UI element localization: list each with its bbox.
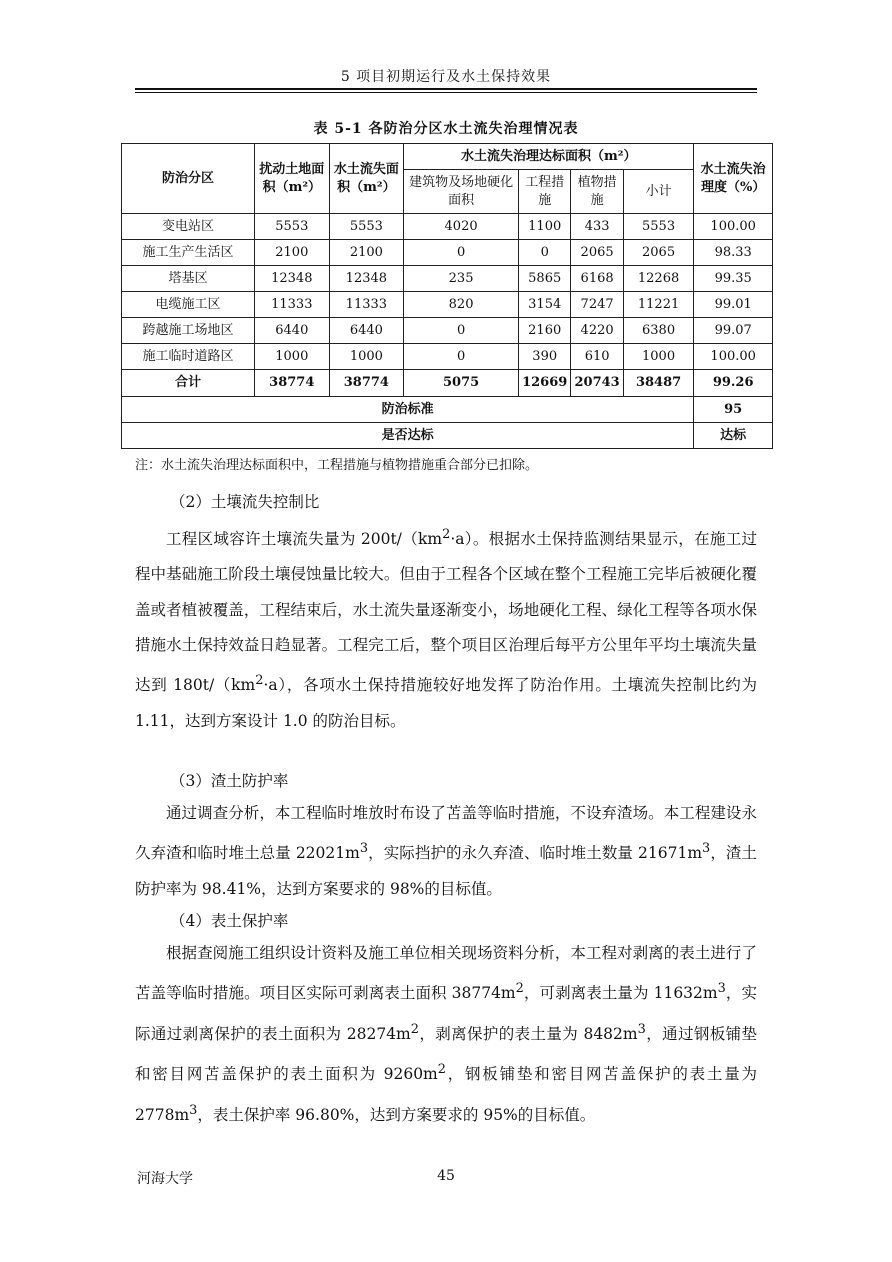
table-total-row (122, 370, 773, 397)
table-row (122, 214, 773, 240)
paragraph (135, 796, 757, 907)
superscript: 3 (637, 1021, 646, 1037)
cell: 6168 (571, 266, 623, 292)
cell: 38774 (329, 370, 404, 397)
cell: 99.07 (694, 318, 773, 344)
section-2-title: （2）土壤流失控制比 (170, 493, 320, 511)
text-run: 工程区域容许土壤流失量为 200t/（km (166, 530, 443, 549)
section-3-title: （3）渣土防护率 (170, 772, 289, 790)
cell: 610 (571, 344, 623, 370)
standard-value: 95 (694, 397, 773, 423)
text-run: ·a）。根据水土保持监测结果显示，在施工过程中基础施工阶段土壤侵蚀量比较大。但由于工程各个区域在整个工程施工完毕后被硬化覆盖或者植被覆盖，工程结束后，水土流失量逐渐变小，场地硬化工程、绿化工程等各项水保措施水土保持效益日趋显著。工程完工后，整个项目区治理后每平方公里年平均土壤流失量达到 180t/（km (135, 530, 758, 695)
text-run: ，剥离保护的表土量为 8482m (418, 1024, 638, 1043)
cell: 5553 (329, 214, 404, 240)
header-buildings: 建筑物及场地硬化面积 (404, 170, 519, 214)
cell: 施工生产生活区 (122, 240, 255, 266)
header-rule (135, 88, 757, 90)
text-run: ，可剥离表土量为 11632m (523, 984, 718, 1003)
header-rule-thin (135, 92, 757, 93)
superscript: 2 (442, 527, 451, 542)
superscript: 2 (410, 1021, 419, 1037)
text-run: ，实际挡护的永久弃渣、临时堆土数量 21671m (368, 844, 703, 863)
cell: 2160 (519, 318, 571, 344)
header-treatment-rate: 水土流失治理度（%） (694, 144, 773, 214)
cell: 2065 (571, 240, 623, 266)
superscript: 3 (359, 841, 369, 857)
text-run: ，渣土防护率为 98.41%，达到方案要求的 98%的目标值。 (135, 844, 757, 898)
cell: 4220 (571, 318, 623, 344)
header-treated-group: 水土流失治理达标面积（m²） (404, 144, 694, 170)
cell: 塔基区 (122, 266, 255, 292)
header-vegetation: 植物措施 (571, 170, 623, 214)
cell: 3154 (519, 292, 571, 318)
cell: 100.00 (694, 214, 773, 240)
cell: 6440 (329, 318, 404, 344)
cell: 11333 (255, 292, 330, 318)
table-note: 注：水土流失治理达标面积中，工程措施与植物措施重合部分已扣除。 (135, 458, 539, 473)
cell: 1000 (623, 344, 694, 370)
compliance-label: 是否达标 (122, 423, 694, 449)
cell: 合计 (122, 370, 255, 397)
section-4-title: （4）表土保护率 (170, 912, 289, 930)
table-row (122, 292, 773, 318)
cell: 390 (519, 344, 571, 370)
cell: 5075 (404, 370, 519, 397)
cell: 5865 (519, 266, 571, 292)
header-engineering: 工程措施 (519, 170, 571, 214)
cell: 5553 (623, 214, 694, 240)
paragraph (135, 517, 757, 739)
cell: 11221 (623, 292, 694, 318)
section-2-body (135, 517, 757, 739)
table-row (122, 318, 773, 344)
header-disturbed-area: 扰动土地面积（m²） (255, 144, 330, 214)
cell: 4020 (404, 214, 519, 240)
cell: 38487 (623, 370, 694, 397)
cell: 12348 (255, 266, 330, 292)
superscript: 2 (437, 1062, 446, 1078)
superscript: 3 (717, 981, 726, 997)
superscript: 3 (702, 841, 711, 857)
cell: 100.00 (694, 344, 773, 370)
table-compliance-row (122, 423, 773, 449)
cell: 98.33 (694, 240, 773, 266)
compliance-value: 达标 (694, 423, 773, 449)
table-row (122, 266, 773, 292)
cell: 2065 (623, 240, 694, 266)
superscript: 3 (189, 1102, 198, 1118)
cell: 12348 (329, 266, 404, 292)
superscript: 2 (515, 981, 524, 997)
section-4-body (135, 936, 757, 1133)
cell: 5553 (255, 214, 330, 240)
paragraph (135, 936, 757, 1133)
text-run: 根据查阅施工组织设计资料及施工单位相关现场资料分析，本工程对剥离的表土进行了苫盖等临时措施。项目区实际可剥离表土面积 38774m (135, 944, 757, 1003)
cell: 施工临时道路区 (122, 344, 255, 370)
cell: 12669 (519, 370, 571, 397)
cell: 433 (571, 214, 623, 240)
header-erosion-area: 水土流失面积（m²） (329, 144, 404, 214)
header-zone: 防治分区 (122, 144, 255, 214)
cell: 1000 (255, 344, 330, 370)
footer-institution: 河海大学 (137, 1171, 193, 1187)
text-run: ·a），各项水土保持措施较好地发挥了防治作用。土壤流失控制比约为 1.11，达到方案设计 1.0 的防治目标。 (135, 676, 758, 730)
table-standard-row (122, 397, 773, 423)
running-header: 5 项目初期运行及水土保持效果 (340, 69, 552, 85)
standard-label: 防治标准 (122, 397, 694, 423)
cell: 变电站区 (122, 214, 255, 240)
table-title: 表 5-1 各防治分区水土流失治理情况表 (313, 121, 579, 137)
cell: 99.01 (694, 292, 773, 318)
text-run: ，钢板铺垫和密目网苫盖保护的表土量为 2778m (135, 1065, 757, 1124)
cell: 38774 (255, 370, 330, 397)
text-run: ，实际通过剥离保护的表土面积为 28274m (135, 984, 757, 1043)
cell: 6440 (255, 318, 330, 344)
cell: 0 (519, 240, 571, 266)
table-row (122, 344, 773, 370)
cell: 0 (404, 240, 519, 266)
cell: 电缆施工区 (122, 292, 255, 318)
cell: 7247 (571, 292, 623, 318)
table-row (122, 240, 773, 266)
cell: 跨越施工场地区 (122, 318, 255, 344)
page-number: 45 (437, 1168, 455, 1184)
cell: 2100 (329, 240, 404, 266)
cell: 235 (404, 266, 519, 292)
cell: 1100 (519, 214, 571, 240)
cell: 20743 (571, 370, 623, 397)
text-run: 通过调查分析，本工程临时堆放时布设了苫盖等临时措施，不设弃渣场。本工程建设永久弃渣和临时堆土总量 22021m (135, 804, 757, 863)
text-run: ，表土保护率 96.80%，达到方案要求的 95%的目标值。 (197, 1105, 596, 1124)
section-3-body (135, 796, 757, 907)
cell: 12268 (623, 266, 694, 292)
text-run: ，通过钢板铺垫和密目网苫盖保护的表土面积为 9260m (135, 1024, 757, 1084)
cell: 99.26 (694, 370, 773, 397)
superscript: 2 (255, 673, 264, 689)
cell: 820 (404, 292, 519, 318)
cell: 11333 (329, 292, 404, 318)
cell: 0 (404, 318, 519, 344)
header-subtotal: 小计 (623, 170, 694, 214)
cell: 0 (404, 344, 519, 370)
cell: 1000 (329, 344, 404, 370)
cell: 99.35 (694, 266, 773, 292)
cell: 6380 (623, 318, 694, 344)
erosion-treatment-table (121, 143, 773, 449)
cell: 2100 (255, 240, 330, 266)
